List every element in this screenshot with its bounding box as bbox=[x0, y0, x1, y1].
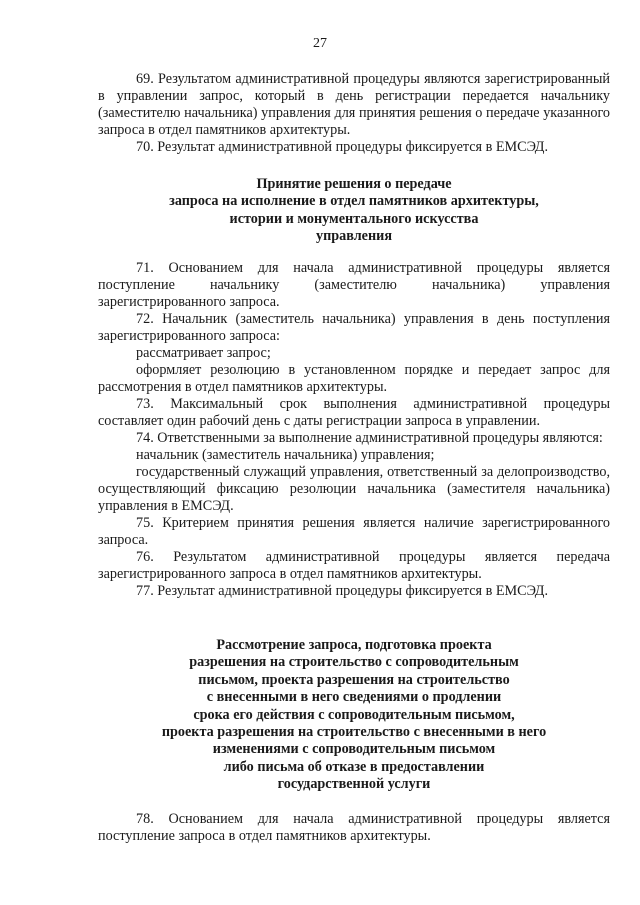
section-heading-review bbox=[98, 637, 610, 794]
paragraph-74-item-2: государственный служащий управления, ответственный за делопроизводство, осуществляющий фиксацию резолюции начальника (заместителя начальника) управления в ЕМСЭД. bbox=[98, 464, 610, 514]
section-paragraph-78 bbox=[98, 811, 610, 845]
heading-line: проекта разрешения на строительство с внесенными в него bbox=[161, 724, 547, 741]
section-heading-decision bbox=[98, 176, 610, 246]
paragraph-71: 71. Основанием для начала административной процедуры является поступление начальнику (заместителю начальника) управления зарегистрированного запроса. bbox=[98, 260, 610, 310]
section-paragraphs-71-77 bbox=[98, 260, 610, 600]
heading-line: письмом, проекта разрешения на строительство bbox=[198, 671, 510, 688]
heading-line: Рассмотрение запроса, подготовка проекта bbox=[216, 637, 492, 653]
heading-line: либо письма об отказе в предоставлении bbox=[223, 758, 485, 775]
paragraph-78: 78. Основанием для начала административной процедуры является поступление запроса в отдел памятников архитектуры. bbox=[98, 811, 610, 844]
heading-line: запроса на исполнение в отдел памятников архитектуры, bbox=[169, 193, 539, 210]
heading-line: Принятие решения о передаче bbox=[256, 176, 452, 192]
paragraph-77: 77. Результат административной процедуры фиксируется в ЕМСЭД. bbox=[136, 583, 548, 599]
paragraph-75: 75. Критерием принятия решения является наличие зарегистрированного запроса. bbox=[98, 515, 610, 548]
paragraph-74-item-1: начальник (заместитель начальника) управления; bbox=[136, 447, 435, 463]
heading-line: истории и монументального искусства bbox=[229, 210, 479, 227]
paragraph-72-item-1: рассматривает запрос; bbox=[136, 345, 271, 361]
paragraph-70: 70. Результат административной процедуры фиксируется в ЕМСЭД. bbox=[136, 139, 548, 155]
paragraph-72-item-2: оформляет резолюцию в установленном порядке и передает запрос для рассмотрения в отдел памятников архитектуры. bbox=[98, 362, 610, 395]
heading-line: разрешения на строительство с сопроводительным bbox=[189, 654, 519, 671]
page-number: 27 bbox=[313, 36, 327, 51]
paragraph-69: 69. Результатом административной процедуры являются зарегистрированный в управлении запрос, который в день регистрации передается начальнику (заместителю начальника) управления для принятия решения о передаче указанного запроса в отдел памятников архитектуры. bbox=[98, 71, 610, 138]
heading-line: государственной услуги bbox=[277, 776, 431, 793]
heading-line: управления bbox=[315, 228, 392, 245]
paragraph-72: 72. Начальник (заместитель начальника) управления в день поступления зарегистрированного запроса: bbox=[98, 311, 610, 344]
heading-line: срока его действия с сопроводительным письмом, bbox=[193, 706, 515, 723]
paragraph-76: 76. Результатом административной процедуры является передача зарегистрированного запроса в отдел памятников архитектуры. bbox=[98, 549, 610, 582]
heading-line: изменениями с сопроводительным письмом bbox=[212, 741, 496, 758]
heading-line: с внесенными в него сведениями о продлении bbox=[206, 689, 502, 706]
section-paragraphs-69-70 bbox=[98, 71, 610, 156]
paragraph-73: 73. Максимальный срок выполнения административной процедуры составляет один рабочий день с даты регистрации запроса в управлении. bbox=[98, 396, 610, 429]
paragraph-74: 74. Ответственными за выполнение административной процедуры являются: bbox=[136, 430, 603, 446]
